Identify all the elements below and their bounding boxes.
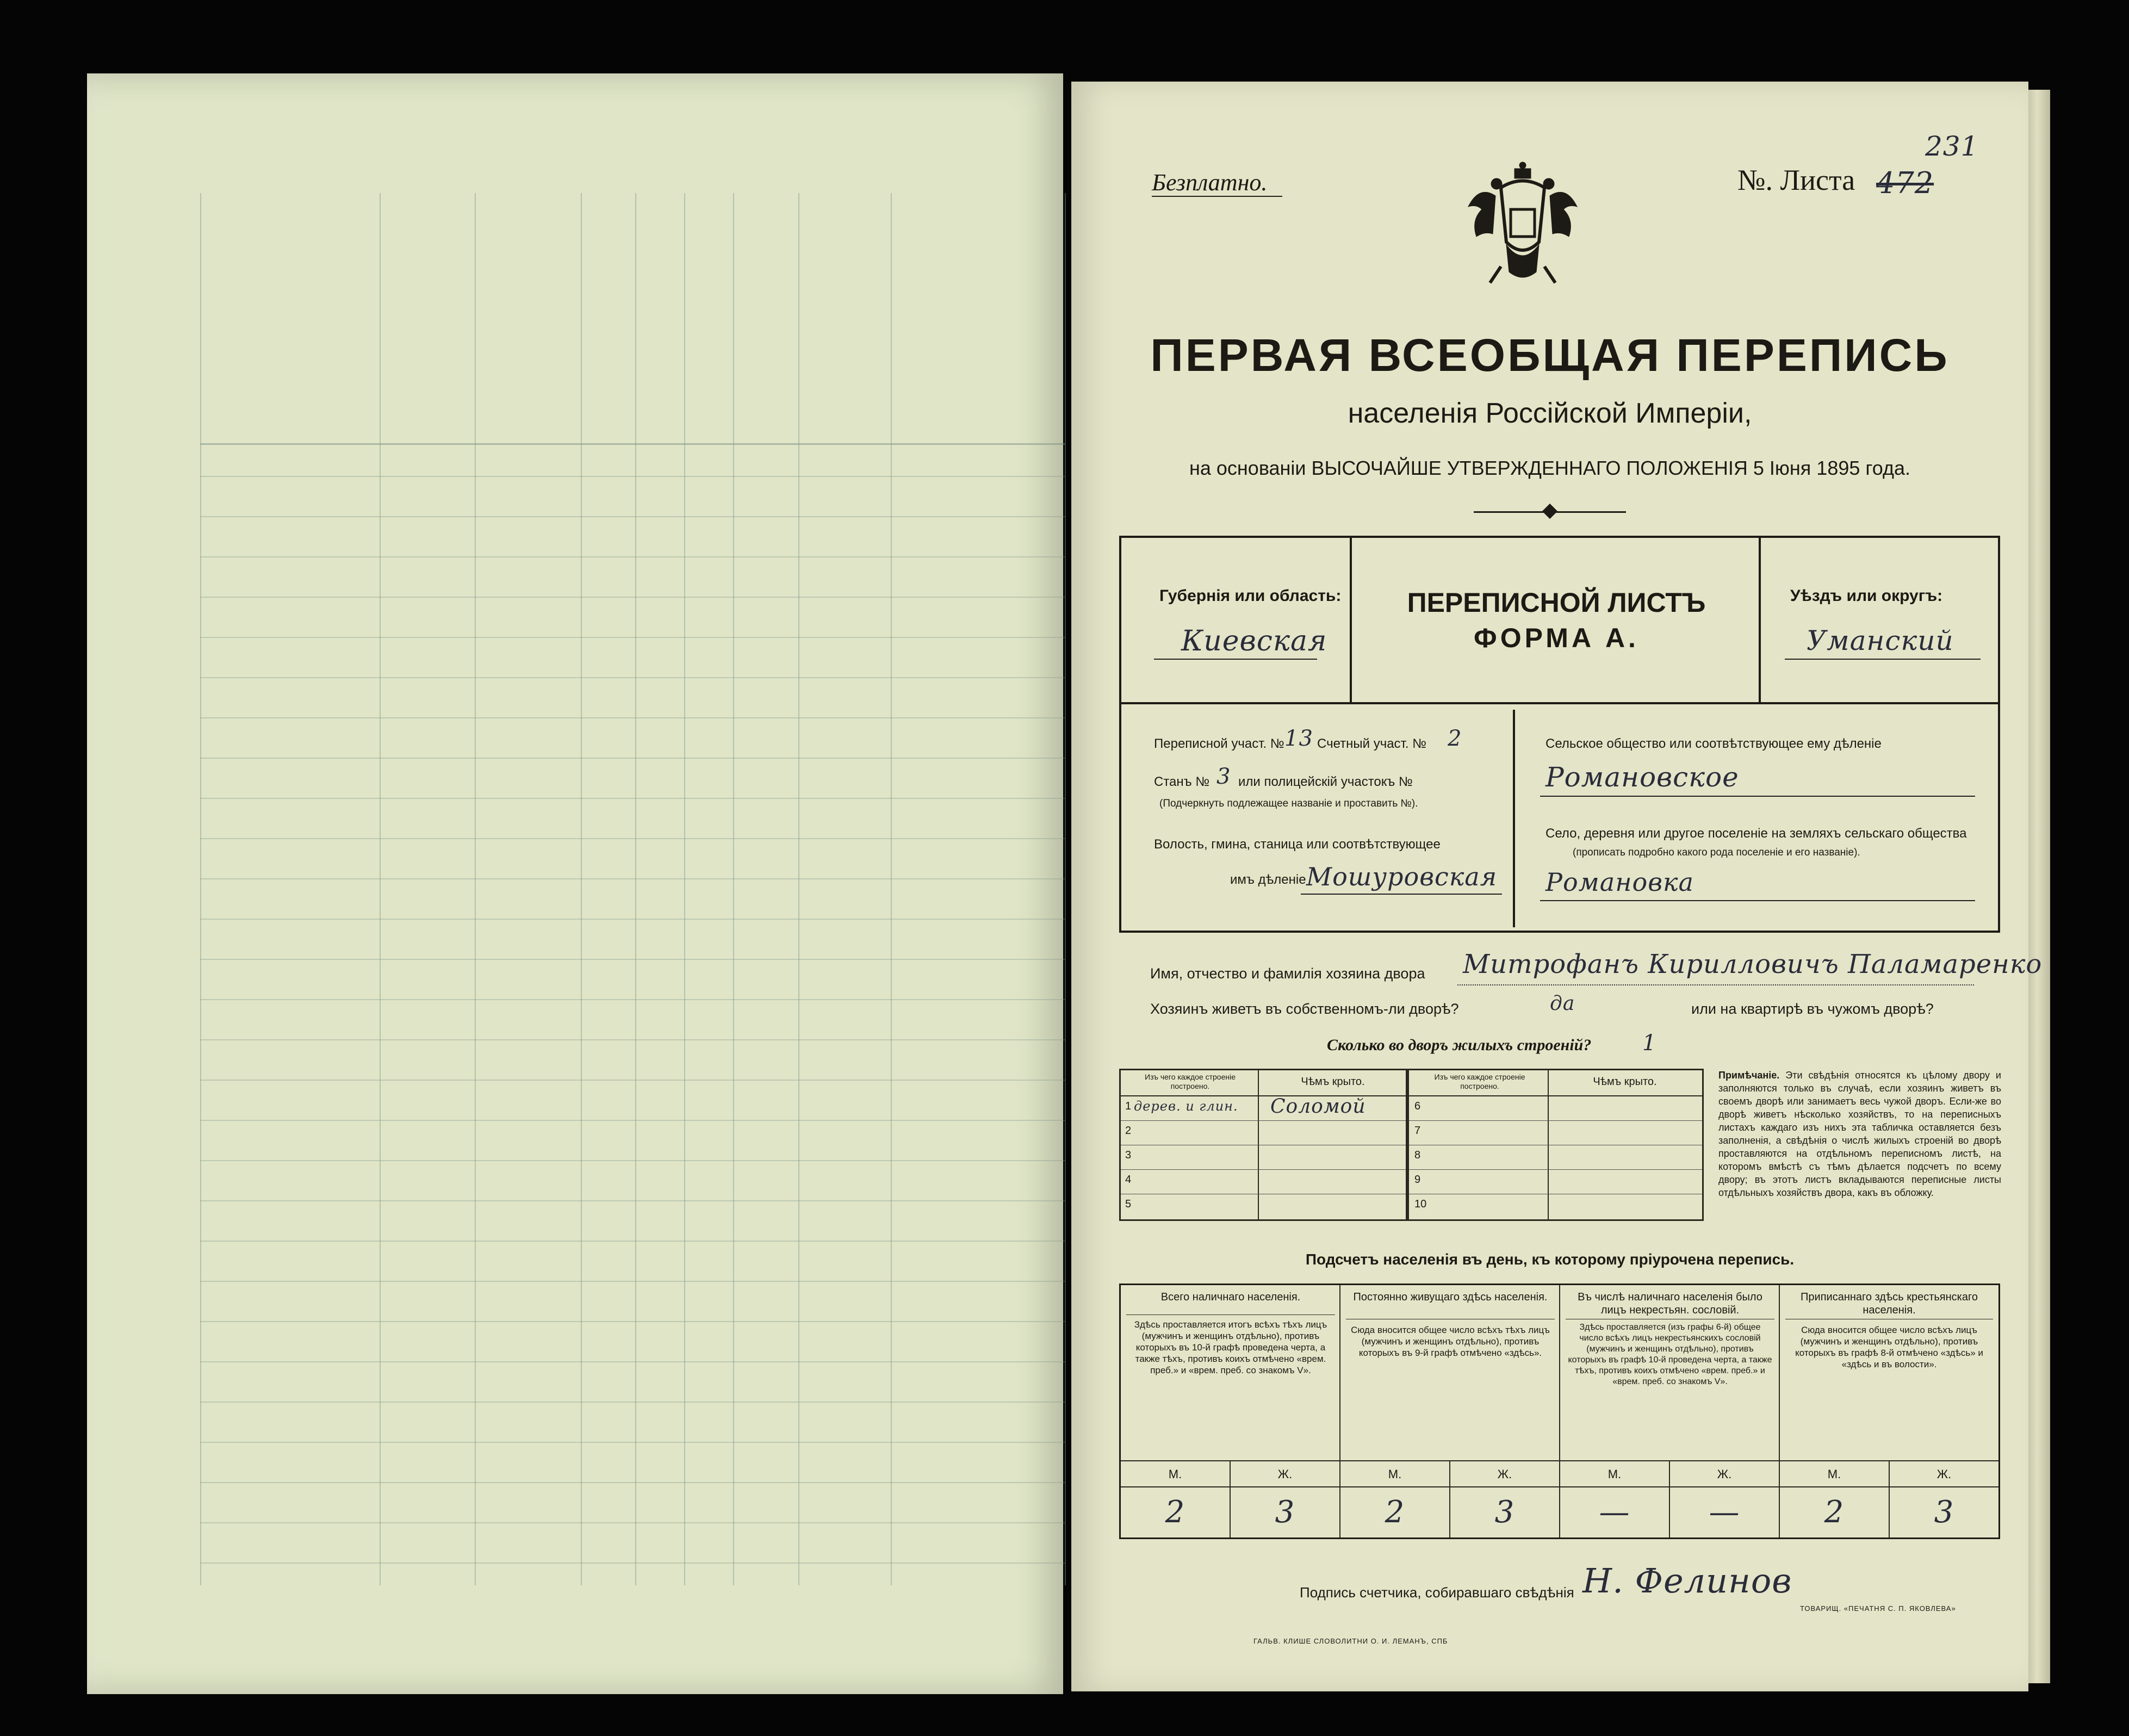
village-value: Романовка — [1545, 867, 1694, 897]
buildings-left-col-roof: Чѣмъ крыто. — [1301, 1076, 1365, 1088]
buildings-table — [1119, 1069, 1704, 1221]
buildings-right-col-material: Изъ чего каждое строеніе построено. — [1434, 1072, 1525, 1090]
village-note: (прописать подробно какого рода поселеніе и его названіе). — [1573, 847, 1860, 858]
building-row-number: 6 — [1414, 1100, 1421, 1112]
uezd-label: Уѣздъ или округъ: — [1790, 587, 1943, 605]
ornament-diamond — [1542, 504, 1557, 519]
volost-underline — [1301, 894, 1502, 895]
buildings-value: 1 — [1642, 1031, 1657, 1056]
left-grid-column-line — [1065, 193, 1066, 1585]
left-grid-row-line — [200, 1039, 1065, 1040]
building-row-number: 2 — [1125, 1125, 1132, 1137]
stan-value: 3 — [1216, 764, 1231, 789]
uezd-underline — [1785, 659, 1981, 660]
form-header-box — [1119, 536, 2000, 704]
count-zh-value: 3 — [1275, 1495, 1295, 1530]
note-text: Эти свѣдѣнія относятся къ цѣлому двору и заполняются только въ случаѣ, если хозяинъ живетъ въ своемъ дворѣ или занимаетъ весь чужой дворъ. Если-же во дворѣ живетъ нѣсколько хозяйствъ, то на переписныхъ листахъ каждаго изъ нихъ эта табличка оставляется безъ заполненія, а свѣдѣнія о числѣ жилыхъ строеній во дворѣ проставляются на отдѣльномъ переписномъ листѣ, на которомъ вмѣстѣ съ тѣмъ дѣлается подсчетъ по всему двору; въ этотъ листъ вкладываются переписные листы отдѣльныхъ хозяйствъ двора, какъ въ обложку. — [1718, 1070, 2001, 1198]
count-zh-label: Ж. — [1936, 1467, 1952, 1481]
left-grid-row-line — [200, 1522, 1065, 1523]
left-grid-row-line — [200, 1241, 1065, 1242]
count-area-label: Счетный участ. № — [1317, 736, 1426, 751]
count-m-label: М. — [1388, 1467, 1402, 1481]
gubernia-underline — [1154, 659, 1317, 660]
owner-lives-value: да — [1550, 993, 1575, 1015]
left-grid-row-line — [200, 838, 1065, 839]
left-page-grid — [200, 193, 1065, 1585]
left-grid-column-line — [475, 193, 476, 1585]
count-col-3 — [1560, 1285, 1780, 1537]
society-label: Сельское общество или соотвѣтствующее ему дѣленіе — [1545, 736, 1882, 751]
buildings-table-left — [1119, 1069, 1407, 1221]
owner-or-label: или на квартирѣ въ чужомъ дворѣ? — [1691, 1001, 1934, 1017]
building-row-number: 7 — [1414, 1125, 1421, 1137]
note-block — [1718, 1069, 2001, 1199]
signature-label: Подпись счетчика, собиравшаго свѣдѣнія — [1300, 1584, 1574, 1601]
note-title: Примѣчаніе. — [1718, 1070, 1780, 1081]
left-grid-row-line — [200, 597, 1065, 598]
buildings-label: Сколько во дворъ жилыхъ строеній? — [1327, 1036, 1592, 1054]
left-page — [87, 73, 1063, 1694]
count-m-value: 2 — [1165, 1495, 1185, 1530]
gubernia-value: Киевская — [1181, 625, 1327, 658]
row-line — [1409, 1120, 1702, 1121]
owner-name-line — [1457, 984, 1974, 985]
buildings-table-right — [1407, 1069, 1704, 1221]
police-area-label: или полицейскій участокъ № — [1238, 774, 1413, 789]
left-grid-row-line — [200, 999, 1065, 1000]
building-row-number: 3 — [1125, 1149, 1132, 1161]
buildings-right-header-line — [1409, 1095, 1702, 1096]
left-grid-column-line — [581, 193, 582, 1585]
sheet-number-label: №. Листа — [1737, 164, 1855, 196]
left-grid-row-line — [200, 717, 1065, 718]
left-grid-row-line — [200, 1402, 1065, 1403]
left-grid-row-line — [200, 959, 1065, 960]
location-divider — [1513, 710, 1515, 927]
right-page — [1071, 82, 2043, 1691]
sheet-number-struck: 472 — [1876, 166, 1934, 200]
left-grid-row-line — [200, 919, 1065, 920]
count-zh-label: Ж. — [1717, 1467, 1732, 1481]
building-row-roof: Соломой — [1270, 1095, 1366, 1118]
building-row-number: 1 — [1125, 1100, 1132, 1112]
count-col-4 — [1780, 1285, 1998, 1537]
stan-label: Станъ № — [1154, 774, 1210, 789]
gubernia-label: Губернія или область: — [1159, 587, 1342, 605]
building-row-number: 4 — [1125, 1174, 1132, 1186]
page-stack-edge — [2028, 90, 2050, 1683]
left-grid-row-line — [200, 1321, 1065, 1322]
form-title-line1: ПЕРЕПИСНОЙ ЛИСТЪ — [1407, 587, 1706, 618]
left-grid-row-line — [200, 677, 1065, 678]
row-line — [1409, 1169, 1702, 1170]
left-grid-row-line — [200, 556, 1065, 557]
left-grid-column-line — [733, 193, 734, 1585]
count-col-title: Постоянно живущаго здѣсь населенія. — [1353, 1291, 1548, 1303]
village-underline — [1540, 900, 1975, 901]
sheet-number-handwritten: 231 — [1925, 131, 1979, 162]
owner-name-label: Имя, отчество и фамилія хозяина двора — [1150, 965, 1425, 982]
left-grid-column-line — [635, 193, 636, 1585]
count-zh-value: — — [1709, 1495, 1740, 1530]
count-m-value: 2 — [1824, 1495, 1845, 1530]
count-heading: Подсчетъ населенія въ день, къ которому пріурочена перепись. — [1305, 1251, 1795, 1268]
buildings-right-col-roof: Чѣмъ крыто. — [1593, 1076, 1657, 1088]
count-col-1 — [1121, 1285, 1340, 1537]
count-zh-label: Ж. — [1497, 1467, 1512, 1481]
printer-right: ТОВАРИЩ. «ПЕЧАТНЯ С. П. ЯКОВЛЕВА» — [1800, 1604, 1956, 1613]
left-grid-row-line — [200, 516, 1065, 517]
count-col-desc: Здѣсь проставляется итогъ всѣхъ тѣхъ лицъ (мужчинъ и женщинъ отдѣльно), противъ которыхъ въ 10-й графѣ проведена черта, а также тѣхъ, противъ коихъ отмѣчено «врем. преб.» и «врем. преб. со знакомъ V». — [1134, 1319, 1327, 1375]
count-col-desc: Сюда вносится общее число всѣхъ тѣхъ лицъ (мужчинъ и женщинъ отдѣльно), противъ которыхъ въ 9-й графѣ отмѣчено «здѣсь». — [1351, 1325, 1550, 1358]
row-line — [1121, 1120, 1406, 1121]
census-area-label: Переписной участ. № — [1154, 736, 1284, 751]
left-grid-column-line — [380, 193, 381, 1585]
village-label: Село, деревня или другое поселеніе на земляхъ сельскаго общества — [1545, 826, 1967, 841]
left-grid-column-line — [684, 193, 685, 1585]
count-m-label: М. — [1827, 1467, 1841, 1481]
count-m-label: М. — [1607, 1467, 1622, 1481]
printer-left: ГАЛЬВ. КЛИШЕ СЛОВОЛИТНИ О. И. ЛЕМАНЪ, СПБ — [1253, 1637, 1448, 1645]
form-header-divider-left — [1350, 538, 1352, 702]
left-page-faint-header — [200, 193, 1065, 445]
count-m-value: — — [1599, 1495, 1630, 1530]
left-grid-row-line — [200, 1442, 1065, 1443]
count-col-desc: Здѣсь проставляется (изъ графы 6-й) общее число всѣхъ лицъ некрестьянскихъ сословій (мужчинъ и женщинъ отдѣльно), противъ которыхъ въ графѣ 10-й проведена черта, а также тѣхъ, противъ коихъ отмѣчено «врем. преб.» и «врем. преб. со знакомъ V». — [1568, 1323, 1772, 1386]
subtitle: населенія Россійской Имперіи, — [1348, 398, 1752, 429]
left-grid-row-line — [200, 1281, 1065, 1282]
left-grid-column-line — [200, 193, 201, 1585]
volost-value: Мошуровская — [1306, 862, 1498, 891]
left-grid-row-line — [200, 637, 1065, 638]
count-col-title: Всего наличнаго населенія. — [1160, 1291, 1301, 1303]
left-grid-column-line — [798, 193, 799, 1585]
form-header-divider-right — [1759, 538, 1761, 702]
count-col-title: Въ числѣ наличнаго населенія было лицъ некрестьян. сословій. — [1578, 1291, 1762, 1316]
left-grid-row-line — [200, 1120, 1065, 1121]
legal-basis: на основаніи ВЫСОЧАЙШЕ УТВЕРЖДЕННАГО ПОЛОЖЕНІЯ 5 Іюня 1895 года. — [1189, 457, 1910, 479]
society-value: Романовское — [1545, 761, 1739, 793]
building-row-number: 10 — [1414, 1198, 1427, 1210]
main-title: ПЕРВАЯ ВСЕОБЩАЯ ПЕРЕПИСЬ — [1150, 330, 1950, 381]
left-grid-row-line — [200, 1160, 1065, 1161]
owner-name-value: Митрофанъ Кирилловичъ Паламаренко — [1463, 949, 2043, 979]
signature-value: Н. Фелинов — [1582, 1561, 1792, 1601]
census-area-value: 13 — [1284, 726, 1313, 751]
free-label: Безплатно. — [1152, 169, 1268, 196]
buildings-left-col-material: Изъ чего каждое строеніе построено. — [1145, 1072, 1236, 1090]
count-zh-value: 3 — [1934, 1495, 1954, 1530]
building-row-number: 8 — [1414, 1149, 1421, 1161]
building-row-number: 5 — [1125, 1198, 1132, 1210]
row-line — [1121, 1169, 1406, 1170]
building-row-number: 9 — [1414, 1174, 1421, 1186]
building-row-material: дерев. и глин. — [1134, 1099, 1238, 1114]
free-underline — [1152, 196, 1282, 197]
location-box — [1119, 704, 2000, 933]
left-grid-row-line — [200, 476, 1065, 477]
left-grid-row-line — [200, 1563, 1065, 1564]
underline-note: (Подчеркнуть подлежащее названіе и проставить №). — [1159, 798, 1418, 809]
volost-label-2: имъ дѣленіе — [1230, 872, 1306, 887]
left-grid-row-line — [200, 1200, 1065, 1201]
count-area-value: 2 — [1448, 726, 1462, 751]
double-headed-eagle-emblem — [1463, 158, 1582, 294]
uezd-value: Уманский — [1807, 625, 1954, 656]
left-grid-row-line — [200, 1080, 1065, 1081]
volost-label: Волость, гмина, станица или соотвѣтствующее — [1154, 837, 1441, 852]
left-grid-row-line — [200, 878, 1065, 879]
count-col-2 — [1340, 1285, 1560, 1537]
left-grid-column-line — [891, 193, 892, 1585]
count-zh-label: Ж. — [1277, 1467, 1293, 1481]
left-grid-row-line — [200, 1361, 1065, 1362]
count-zh-value: 3 — [1494, 1495, 1515, 1530]
count-col-title: Приписаннаго здѣсь крестьянскаго населенія. — [1801, 1291, 1978, 1316]
left-grid-row-line — [200, 1482, 1065, 1483]
count-m-value: 2 — [1385, 1495, 1405, 1530]
owner-lives-label: Хозяинъ живетъ въ собственномъ-ли дворѣ? — [1150, 1001, 1459, 1017]
left-grid-row-line — [200, 758, 1065, 759]
count-col-desc: Сюда вносится общее число всѣхъ лицъ (мужчинъ и женщинъ отдѣльно), противъ которыхъ въ графѣ 8-й отмѣчено «здѣсь» и «здѣсь и въ волости». — [1795, 1325, 1983, 1369]
count-m-label: М. — [1168, 1467, 1182, 1481]
form-title-line2: ФОРМА А. — [1474, 623, 1639, 653]
count-table — [1119, 1284, 2000, 1539]
left-grid-row-line — [200, 798, 1065, 799]
society-underline — [1540, 796, 1975, 797]
